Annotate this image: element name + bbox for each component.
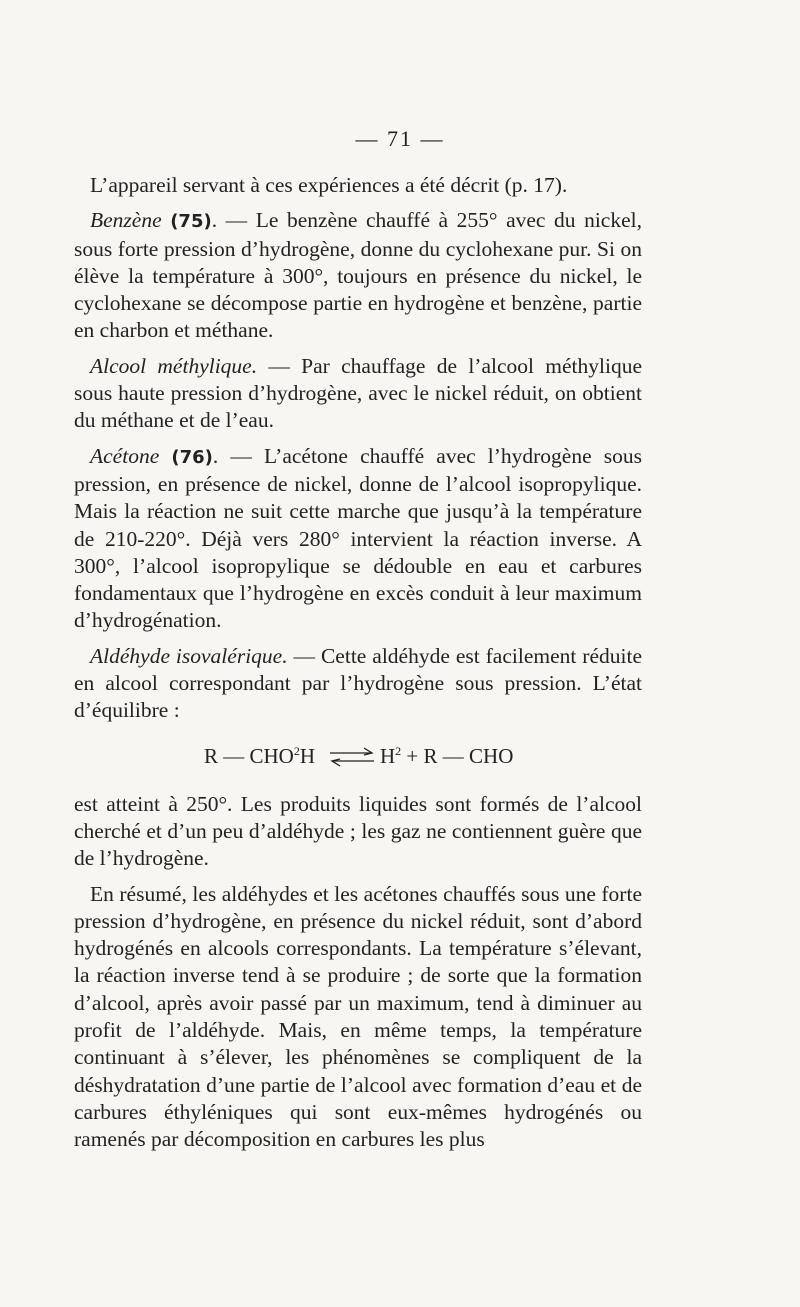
- equation-left-text: R — CHO: [204, 743, 294, 768]
- equation-left-tail: H: [299, 743, 316, 768]
- paragraph-text: est atteint à 250°. Les produits liquides sont formés de l’alcool cherché et d’un peu d’aldéhyde ; les gaz ne contiennent guère que de l’hydrogène.: [74, 791, 642, 871]
- section-title: Alcool méthylique.: [90, 353, 258, 378]
- paragraph-acetone: [74, 443, 642, 635]
- equilibrium-equation: [74, 735, 642, 781]
- paragraph-text: L’appareil servant à ces expériences a été décrit (p. 17).: [90, 173, 568, 197]
- paragraph-benzene: [74, 207, 642, 344]
- paragraph-text: — Par chauffage de l’alcool méthylique sous haute pression d’hydrogène, avec le nickel réduit, on obtient du méthane et de l’eau.: [74, 353, 642, 433]
- equation-right-text: H: [380, 743, 396, 768]
- section-title: Aldéhyde isovalérique.: [90, 643, 288, 668]
- paragraph-text: . — Le benzène chauffé à 255° avec du nickel, sous forte pression d’hydrogène, donne du cyclohexane pur. Si on élève la température à 300°, toujours en présence du nickel, le cyclohexane se décompose partie en hydrogène et benzène, partie en charbon et méthane.: [74, 208, 642, 343]
- paragraph-methyl-alcohol: [74, 353, 642, 435]
- equation-right-superscript: 2: [395, 743, 402, 758]
- section-title: Benzène: [90, 208, 162, 233]
- paragraph-text: — Cette aldéhyde est facilement réduite en alcool correspondant par l’hydrogène sous pression. L’état d’équilibre :: [74, 643, 642, 723]
- equation-left-superscript: 2: [293, 743, 300, 758]
- paragraph-apparatus: [74, 172, 642, 199]
- paragraph-equilibrium-result: [74, 791, 642, 873]
- paragraph-summary: [74, 881, 642, 1154]
- reference-number: (75): [170, 211, 212, 233]
- page-number: — 71 —: [355, 126, 445, 151]
- equilibrium-arrows-icon: [328, 743, 376, 771]
- page-body: [74, 172, 642, 1154]
- section-title: Acétone: [90, 443, 160, 468]
- equation-right-tail: + R — CHO: [401, 743, 514, 768]
- paragraph-isovaleric-aldehyde: [74, 643, 642, 725]
- reference-number: (76): [171, 446, 213, 468]
- equation-right-side: [380, 743, 513, 770]
- paragraph-text: . — L’acétone chauffé avec l’hydrogène sous pression, en présence de nickel, donne de l’alcool isopropylique. Mais la réaction ne suit cette marche que jusqu’à la température de 210-220°. Déjà vers 280° intervient la réaction inverse. A 300°, l’alcool isopropylique se dédouble en eau et carbures fondamentaux que l’hydrogène en excès conduit à leur maximum d’hydrogénation.: [74, 443, 643, 633]
- equation-left-side: [204, 743, 315, 770]
- paragraph-text: En résumé, les aldéhydes et les acétones chauffés sous une forte pression d’hydrogène, en présence du nickel réduit, sont d’abord hydrogénés en alcools correspondants. La température s’élevant, la réaction inverse tend à se produire ; de sorte que la formation d’alcool, après avoir passé par un maximum, tend à diminuer au profit de l’aldéhyde. Mais, en même temps, la température continuant à s’élever, les phénomènes se compliquent de la déshydratation d’une partie de l’alcool avec formation d’eau et de carbures éthyléniques qui sont eux-mêmes hydrogénés ou ramenés par décomposition en carbures les plus: [74, 881, 642, 1152]
